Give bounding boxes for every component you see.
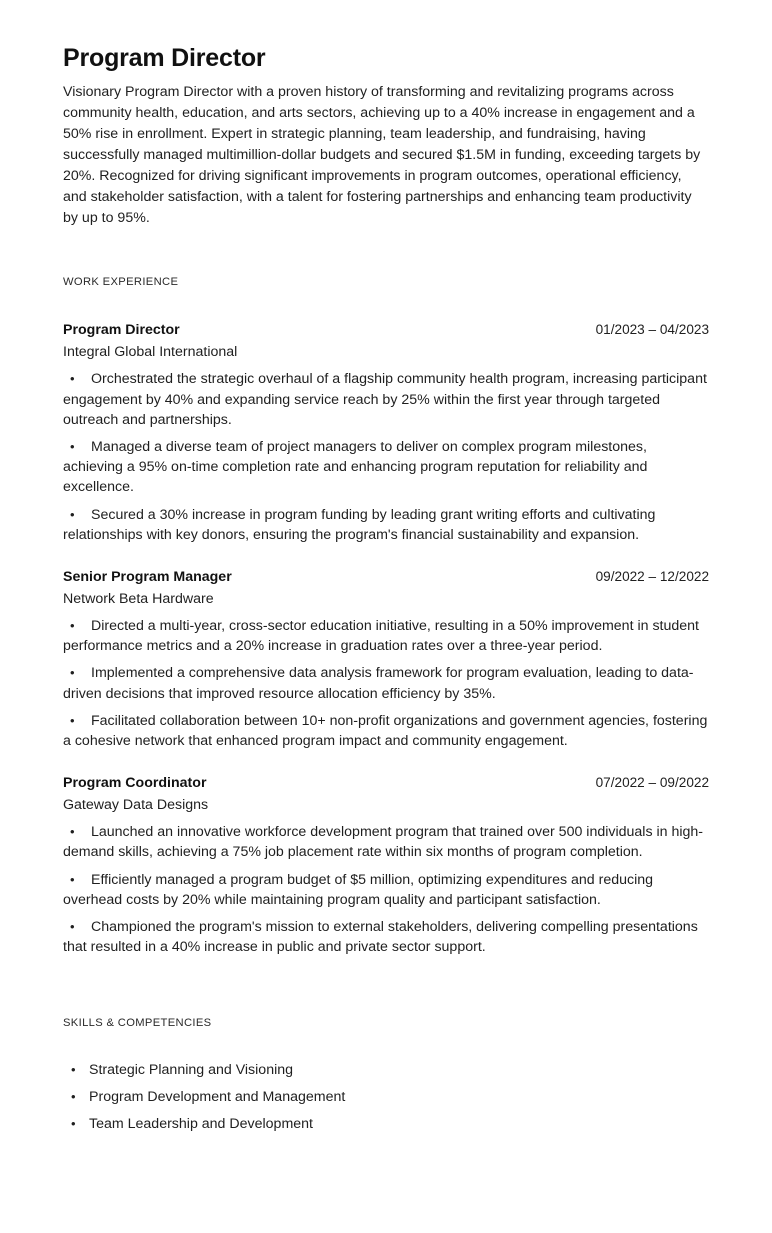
job-bullet: • Implemented a comprehensive data analysis framework for program evaluation, leading to data-driven decisions that improved resource allocation efficiency by 35%. [63,663,709,703]
job-bullet-list [63,369,709,545]
job-bullet: • Managed a diverse team of project managers to deliver on complex program milestones, achieving a 95% on-time completion rate and enhancing program reputation for reliability and excellence. [63,437,709,498]
job-bullet: • Orchestrated the strategic overhaul of a flagship community health program, increasing participant engagement by 40% and expanding service reach by 25% within the first year through targeted outreach and partnerships. [63,369,709,430]
section-header-work-experience: WORK EXPERIENCE [63,276,179,289]
work-experience-entry [63,567,709,751]
job-company: Network Beta Hardware [63,591,214,608]
job-bullet: • Directed a multi-year, cross-sector education initiative, resulting in a 50% improvement in student performance metrics and a 20% increase in graduation rates over a three-year period. [63,616,709,656]
job-bullet: • Launched an innovative workforce development program that trained over 500 individuals in high-demand skills, achieving a 75% job placement rate within six months of program completion. [63,822,709,862]
job-company: Gateway Data Designs [63,797,209,814]
job-header-row [63,567,709,587]
job-bullet: • Efficiently managed a program budget of $5 million, optimizing expenditures and reducing overhead costs by 20% while maintaining program quality and participant satisfaction. [63,870,709,910]
job-title: Program Coordinator [63,775,207,792]
work-experience-entry [63,320,709,545]
skill-item: • Team Leadership and Development [63,1114,709,1134]
job-dates: 09/2022 – 12/2022 [595,569,709,585]
skill-item: • Strategic Planning and Visioning [63,1060,709,1080]
section-header-skills: SKILLS & COMPETENCIES [63,1017,212,1030]
job-company: Integral Global International [63,344,238,361]
job-bullet-list [63,616,709,751]
job-bullet-list [63,822,709,957]
job-header-row [63,773,709,793]
job-title: Senior Program Manager [63,569,232,586]
job-header-row [63,320,709,340]
work-experience-entry [63,773,709,957]
job-dates: 01/2023 – 04/2023 [595,322,709,338]
job-bullet: • Facilitated collaboration between 10+ non-profit organizations and government agencies, fostering a cohesive network that enhanced program impact and community engagement. [63,711,709,751]
professional-summary: Visionary Program Director with a proven history of transforming and revitalizing programs across community health, education, and arts sectors, achieving up to a 40% increase in engagement and a 50% rise in enrollment. Expert in strategic planning, team leadership, and fundraising, having successfully managed multimillion-dollar budgets and secured $1.5M in funding, exceeding targets by 20%. Recognized for driving significant improvements in program outcomes, operational efficiency, and stakeholder satisfaction, with a talent for fostering partnerships and enhancing team productivity by up to 95%. [63,83,701,227]
job-dates: 07/2022 – 09/2022 [595,775,709,791]
job-bullet: • Secured a 30% increase in program funding by leading grant writing efforts and cultivating relationships with key donors, ensuring the program's financial sustainability and expansion. [63,505,709,545]
skills-list [63,1060,709,1134]
job-bullet: • Championed the program's mission to external stakeholders, delivering compelling presentations that resulted in a 40% increase in public and private sector support. [63,917,709,957]
skill-item: • Program Development and Management [63,1087,709,1107]
page-title: Program Director [63,44,266,72]
job-title: Program Director [63,322,180,339]
